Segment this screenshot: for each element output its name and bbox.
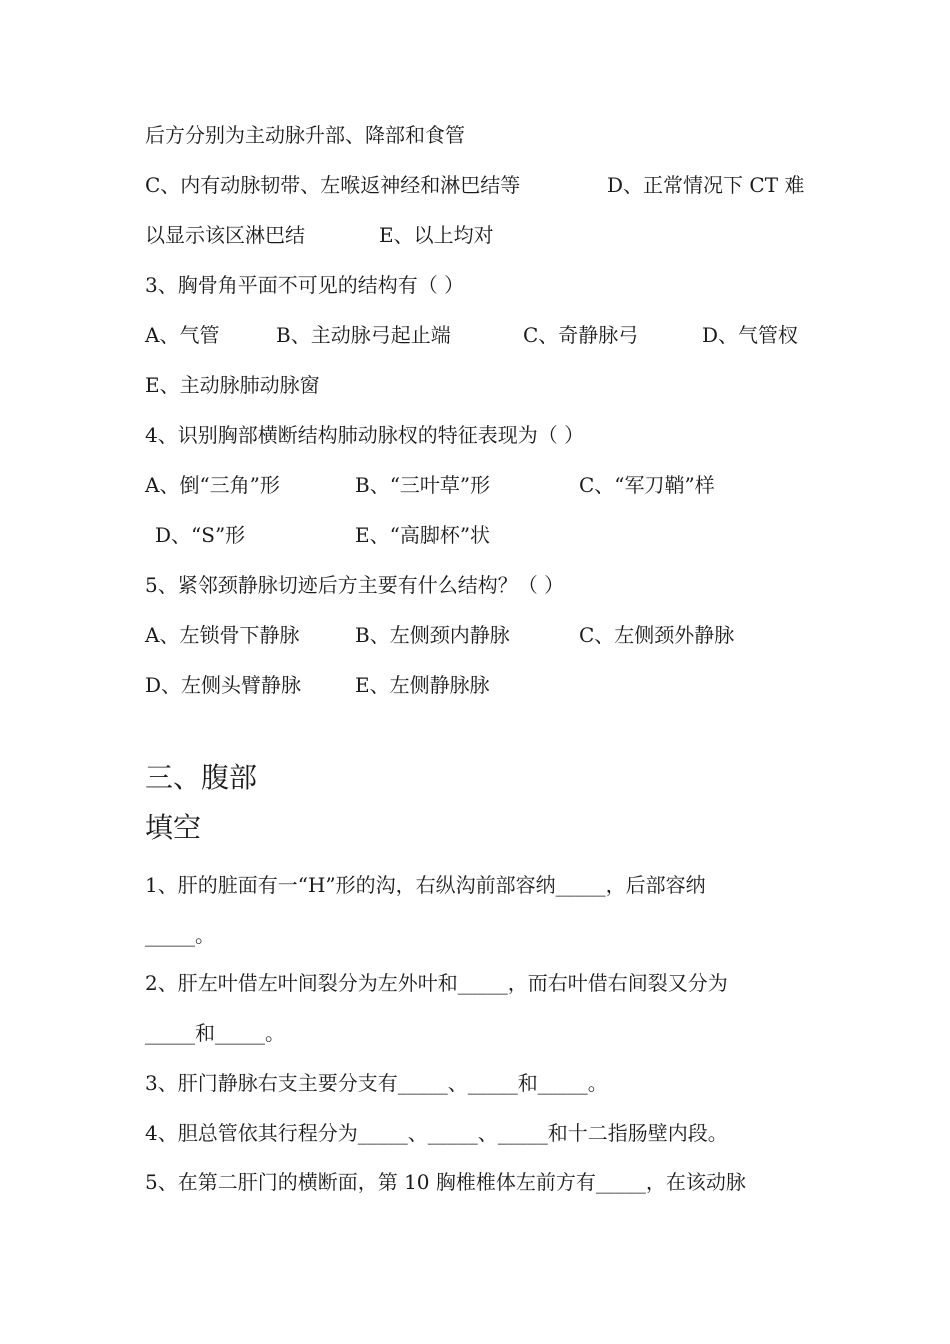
- fill-q4-text: 4、胆总管依其行程分为_____、_____、_____和十二指肠壁内段。: [145, 1121, 728, 1145]
- q2-option-d-tail: 以显示该区淋巴结: [145, 223, 305, 247]
- q4-option-d: D、“S”形: [155, 523, 246, 547]
- q3-option-b: B、主动脉弓起止端: [276, 323, 451, 347]
- q3-option-d: D、气管杈: [702, 323, 799, 347]
- q4-stem-text: 4、识别胸部横断结构肺动脉杈的特征表现为（ ）: [145, 423, 585, 447]
- q3-option-c: C、奇静脉弓: [523, 323, 639, 347]
- q4-option-b: B、“三叶草”形: [355, 473, 491, 497]
- q4-option-c: C、“军刀鞘”样: [579, 473, 715, 497]
- q5-option-d: D、左侧头臂静脉: [145, 673, 302, 697]
- subsection-title-fill-in: 填空: [145, 811, 202, 844]
- section-title-abdomen: 三、腹部: [145, 761, 258, 794]
- q3-option-a: A、气管: [145, 323, 220, 347]
- fill-q5-text-1: 5、在第二肝门的横断面，第 10 胸椎椎体左前方有_____，在该动脉: [145, 1170, 746, 1194]
- q2-option-d: D、正常情况下 CT 难: [607, 173, 805, 197]
- q5-stem-text: 5、紧邻颈静脉切迹后方主要有什么结构？（ ）: [145, 573, 565, 597]
- fill-q3-text: 3、肝门静脉右支主要分支有_____、_____和_____。: [145, 1071, 608, 1095]
- q5-option-c: C、左侧颈外静脉: [579, 623, 735, 647]
- q2-stem-tail: 后方分别为主动脉升部、降部和食管: [145, 123, 465, 147]
- q3-option-e: E、主动脉肺动脉窗: [145, 373, 320, 397]
- q3-stem-text: 3、胸骨角平面不可见的结构有（ ）: [145, 273, 465, 297]
- fill-q1-text-2: _____。: [145, 923, 215, 947]
- fill-q2-text-2: _____和_____。: [145, 1021, 285, 1045]
- q4-option-e: E、“高脚杯”状: [355, 523, 491, 547]
- q5-option-a: A、左锁骨下静脉: [145, 623, 300, 647]
- q5-option-e: E、左侧静脉脉: [355, 673, 490, 697]
- fill-q1-text-1: 1、肝的脏面有一“H”形的沟，右纵沟前部容纳_____，后部容纳: [145, 873, 706, 897]
- q2-option-e: E、以上均对: [379, 223, 494, 247]
- q2-option-c: C、内有动脉韧带、左喉返神经和淋巴结等: [145, 173, 521, 197]
- q5-option-b: B、左侧颈内静脉: [355, 623, 510, 647]
- q4-option-a: A、倒“三角”形: [145, 473, 280, 497]
- fill-q2-text-1: 2、肝左叶借左叶间裂分为左外叶和_____，而右叶借右间裂又分为: [145, 971, 728, 995]
